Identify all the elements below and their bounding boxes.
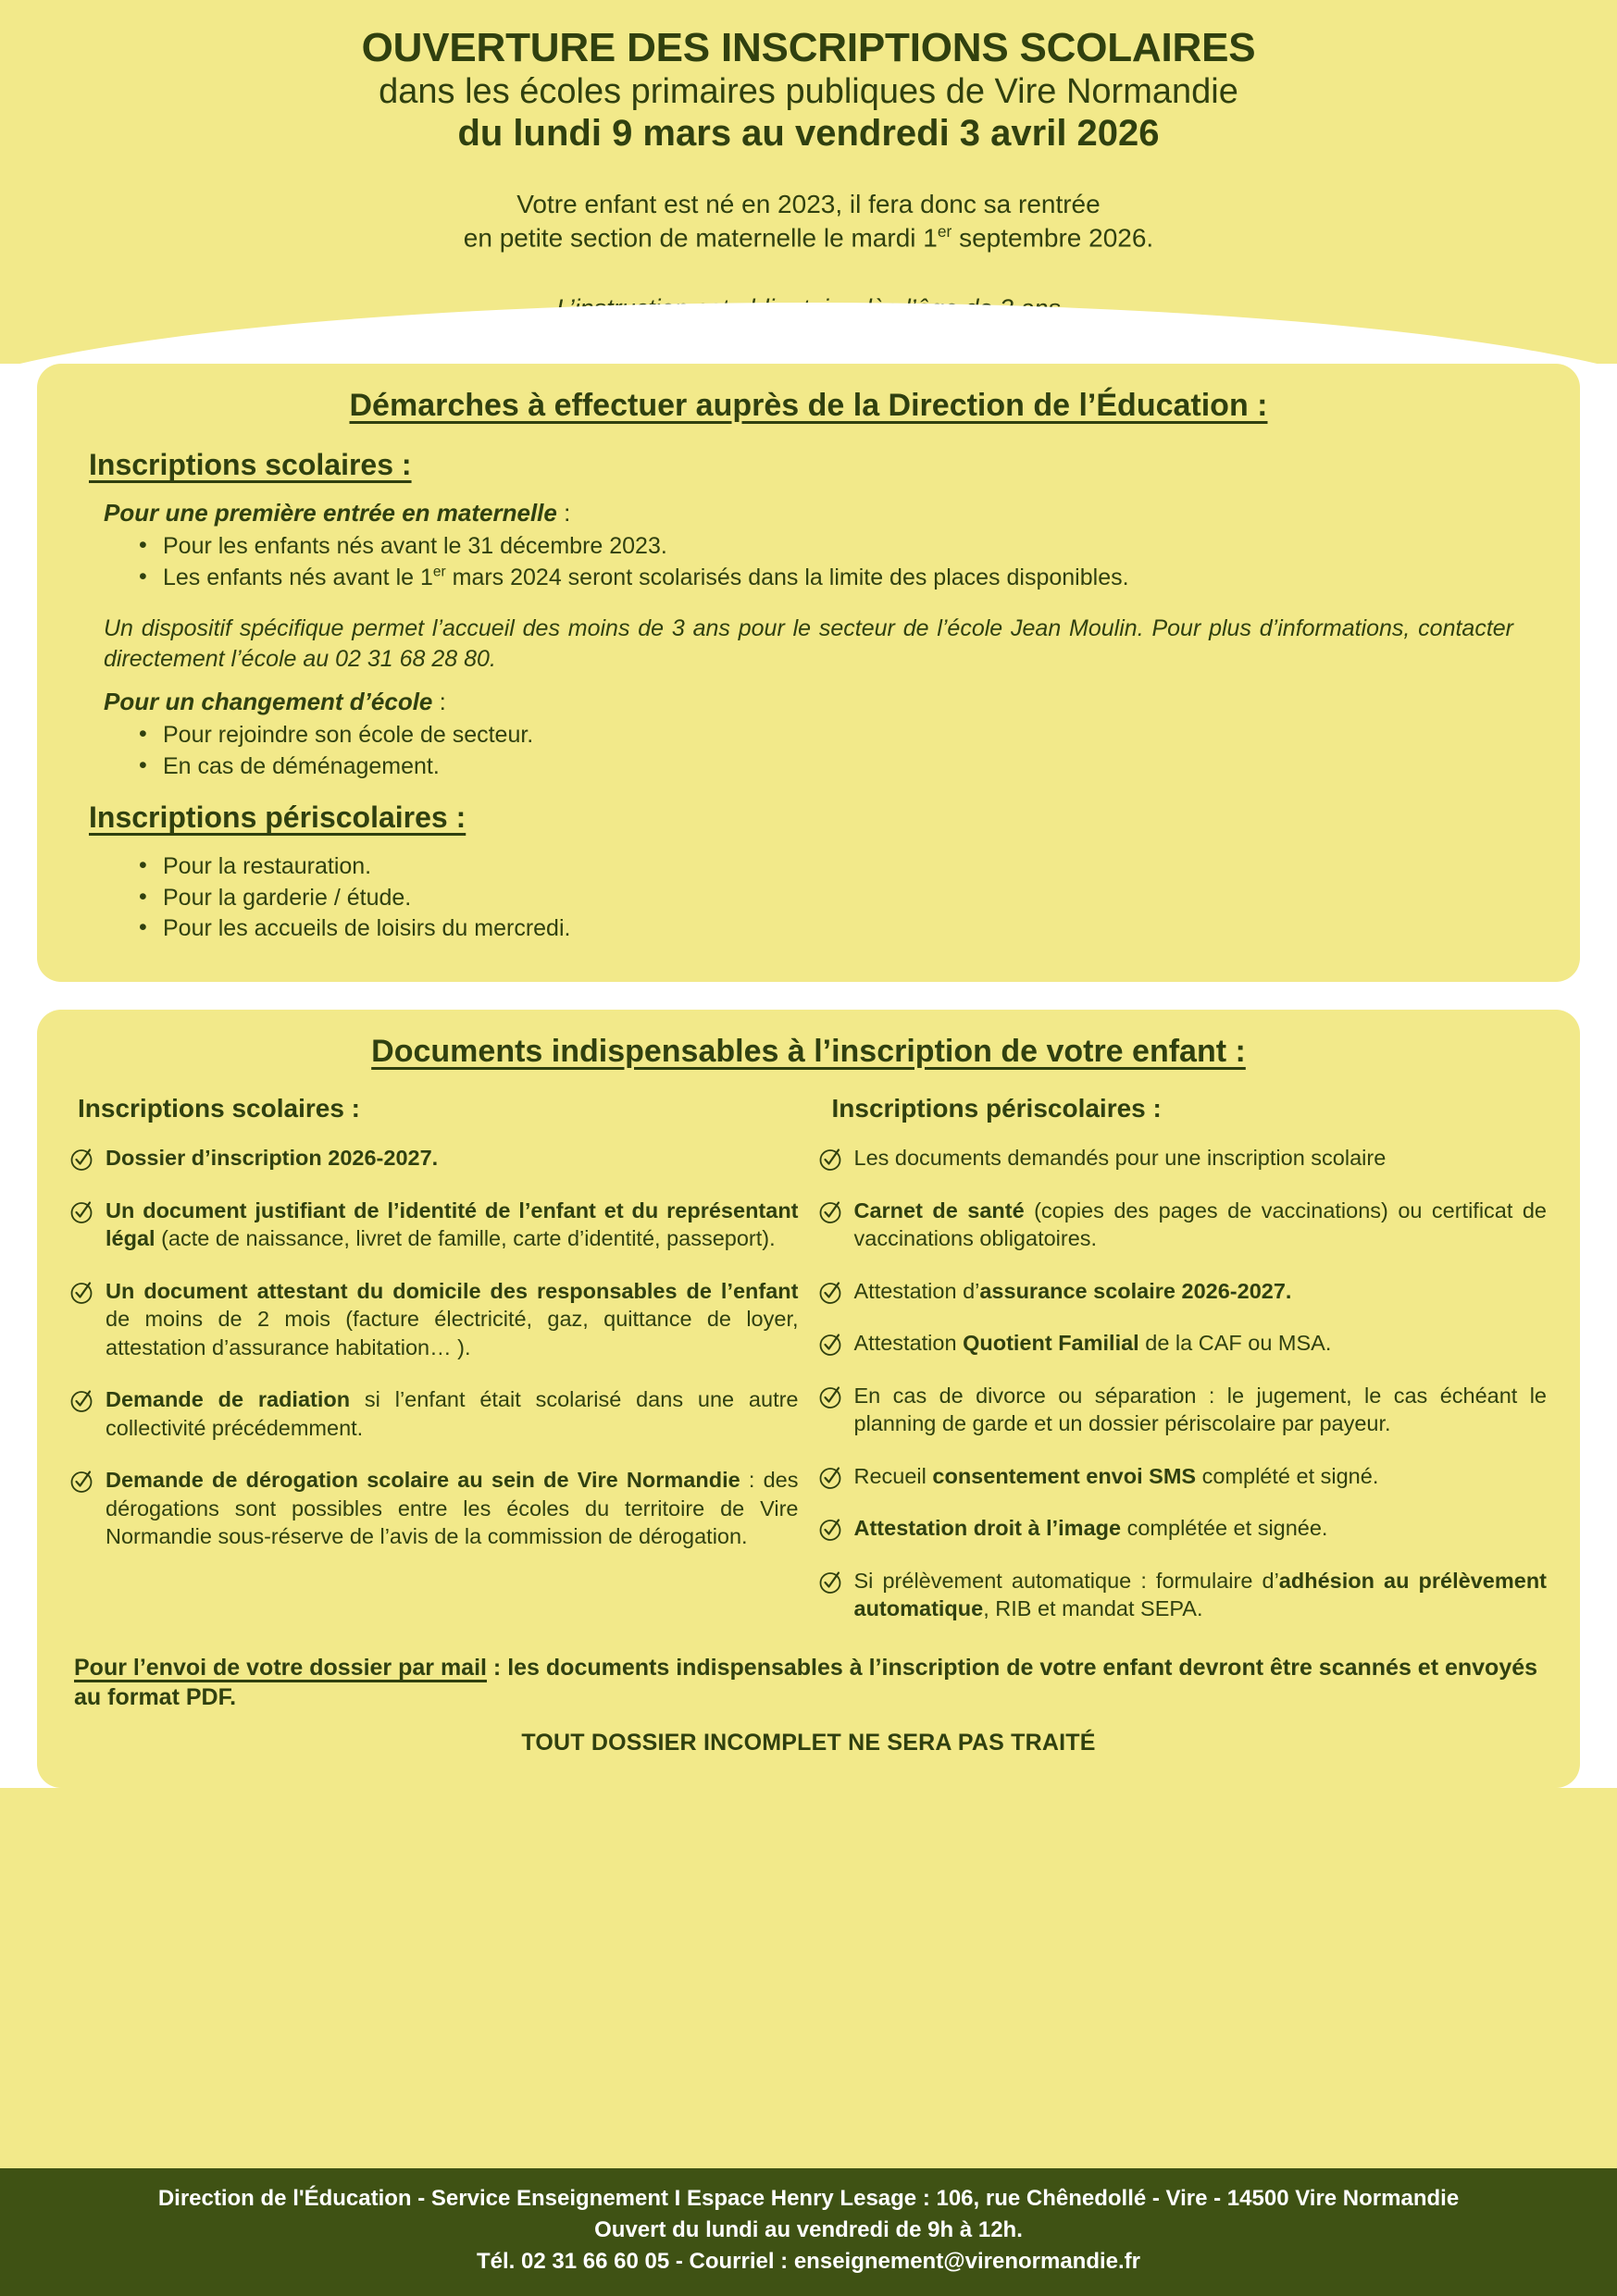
checklist-item-text bbox=[854, 1462, 1548, 1491]
list-item: • Pour les accueils de loisirs du mercredi. bbox=[159, 913, 1547, 945]
checklist-text-rest: , RIB et mandat SEPA. bbox=[983, 1596, 1203, 1621]
mail-note-rest: : les documents indispensables à l’inscription de votre enfant devront être scannés et envoyés au format PDF. bbox=[74, 1654, 1538, 1711]
card-documents-title: Documents indispensables à l’inscription de votre enfant : bbox=[371, 1033, 1246, 1069]
checklist-scolaires bbox=[70, 1144, 799, 1551]
checklist-item bbox=[70, 1144, 799, 1173]
checklist-text-emphasis: Un document justifiant de l’identité de l’enfant et du représentant légal bbox=[106, 1198, 799, 1251]
checklist-item-text bbox=[854, 1382, 1548, 1438]
section-inscriptions-periscolaires: Inscriptions périscolaires : bbox=[89, 800, 466, 835]
checklist-item-text bbox=[854, 1514, 1548, 1543]
checklist-text-rest: (acte de naissance, livret de famille, carte d’identité, passeport). bbox=[155, 1226, 776, 1251]
ordinal-suffix: er bbox=[937, 222, 952, 242]
checklist-text-emphasis: assurance scolaire 2026-2027. bbox=[979, 1278, 1292, 1303]
checklist-text-emphasis: consentement envoi SMS bbox=[932, 1463, 1197, 1488]
mail-note-underlined: Pour l’envoi de votre dossier par mail bbox=[74, 1654, 487, 1681]
circled-check-icon bbox=[819, 1281, 843, 1305]
checklist-text-prefix: Attestation bbox=[853, 1331, 964, 1356]
checklist-text-rest: si l’enfant était scolarisé dans une autre collectivité précédemment. bbox=[106, 1387, 799, 1440]
checklist-item-text bbox=[106, 1466, 799, 1551]
intro-line-2-after: septembre 2026. bbox=[952, 223, 1154, 253]
checklist-item bbox=[819, 1277, 1548, 1306]
checklist-text-emphasis: Carnet de santé bbox=[853, 1198, 1025, 1222]
mail-submission-note bbox=[74, 1653, 1543, 1713]
card-documents bbox=[37, 1010, 1580, 1788]
checklist-text-emphasis: Demande de radiation bbox=[106, 1387, 351, 1412]
circled-check-icon bbox=[819, 1385, 843, 1409]
checklist-text-emphasis: Dossier d’inscription 2026-2027. bbox=[106, 1145, 439, 1170]
registration-dates: du lundi 9 mars au vendredi 3 avril 2026 bbox=[457, 113, 1160, 155]
checklist-text-rest: de moins de 2 mois (facture électricité, gaz, quittance de loyer, attestation d’assurance habitation… ). bbox=[106, 1307, 799, 1359]
checklist-item bbox=[819, 1514, 1548, 1543]
checklist-text-rest: : des dérogations sont possibles entre les écoles du territoire de Vire Normandie sous-réserve de l’avis de la commission de dérogation. bbox=[106, 1468, 799, 1549]
page-title: OUVERTURE DES INSCRIPTIONS SCOLAIRES bbox=[361, 25, 1256, 70]
circled-check-icon bbox=[70, 1389, 94, 1413]
subsection-premiere-entree-label: Pour une première entrée en maternelle bbox=[104, 499, 557, 527]
checklist-item bbox=[70, 1466, 799, 1551]
checklist-item bbox=[819, 1462, 1548, 1491]
subsection-changement-ecole bbox=[104, 688, 1547, 716]
section-inscriptions-scolaires: Inscriptions scolaires : bbox=[89, 448, 412, 482]
subsection-premiere-entree-colon: : bbox=[556, 499, 571, 527]
checklist-item-text bbox=[854, 1277, 1548, 1306]
column-left-heading: Inscriptions scolaires : bbox=[78, 1093, 360, 1123]
circled-check-icon bbox=[819, 1466, 843, 1490]
intro-birth-year bbox=[0, 188, 1617, 255]
checklist-item bbox=[819, 1197, 1548, 1253]
list-changement-ecole bbox=[70, 720, 1547, 782]
checklist-periscolaires bbox=[819, 1144, 1548, 1623]
page-body bbox=[0, 364, 1617, 1788]
circled-check-icon bbox=[819, 1148, 843, 1172]
checklist-item bbox=[70, 1385, 799, 1442]
list-item: • Pour la restauration. bbox=[159, 851, 1547, 883]
circled-check-icon bbox=[819, 1200, 843, 1224]
checklist-text-prefix: Attestation d’ bbox=[853, 1278, 980, 1303]
card-demarches-title: Démarches à effectuer auprès de la Direction de l’Éducation : bbox=[349, 388, 1268, 424]
list-periscolaires bbox=[70, 851, 1547, 945]
checklist-item bbox=[70, 1277, 799, 1362]
checklist-item-text bbox=[106, 1385, 799, 1442]
checklist-text-emphasis: Quotient Familial bbox=[963, 1331, 1139, 1356]
circled-check-icon bbox=[70, 1148, 94, 1172]
checklist-item bbox=[70, 1197, 799, 1253]
checklist-text-prefix: Les documents demandés pour une inscription scolaire bbox=[853, 1145, 1387, 1170]
circled-check-icon bbox=[819, 1570, 843, 1595]
footer-hours: Ouvert du lundi au vendredi de 9h à 12h. bbox=[594, 2216, 1023, 2242]
circled-check-icon bbox=[70, 1470, 94, 1494]
checklist-text-rest: (copies des pages de vaccinations) ou certificat de vaccinations obligatoires. bbox=[853, 1198, 1547, 1251]
checklist-item bbox=[819, 1144, 1548, 1173]
checklist-text-emphasis: Demande de dérogation scolaire au sein de Vire Normandie bbox=[106, 1468, 740, 1493]
bullet-text-before: Les enfants nés avant le 1 bbox=[163, 564, 433, 590]
checklist-item bbox=[819, 1329, 1548, 1358]
checklist-item-text bbox=[854, 1144, 1548, 1173]
footer-address: Direction de l'Éducation - Service Enseignement I Espace Henry Lesage : 106, rue Chênedollé - Vire - 14500 Vire Normandie bbox=[157, 2185, 1460, 2211]
checklist-text-prefix: En cas de divorce ou séparation : le jugement, le cas échéant le planning de garde et un dossier périscolaire par payeur. bbox=[853, 1383, 1547, 1436]
subsection-premiere-entree bbox=[104, 499, 1547, 527]
checklist-item-text bbox=[106, 1277, 799, 1362]
list-item: • En cas de déménagement. bbox=[159, 751, 1547, 783]
list-item bbox=[159, 563, 1547, 594]
column-right-heading: Inscriptions périscolaires : bbox=[831, 1093, 1162, 1123]
checklist-text-rest: de la CAF ou MSA. bbox=[1138, 1331, 1332, 1356]
checklist-text-emphasis: Un document attestant du domicile des responsables de l’enfant bbox=[106, 1278, 799, 1303]
circled-check-icon bbox=[819, 1518, 843, 1542]
checklist-item-text bbox=[854, 1197, 1548, 1253]
checklist-text-emphasis: adhésion au prélèvement automatique bbox=[853, 1568, 1548, 1621]
poster-header bbox=[0, 0, 1617, 364]
checklist-item-text bbox=[106, 1144, 799, 1173]
checklist-item bbox=[819, 1382, 1548, 1438]
intro-line-2-before: en petite section de maternelle le mardi 1 bbox=[463, 223, 938, 253]
list-item: • Pour les enfants nés avant le 31 décembre 2023. bbox=[159, 531, 1547, 563]
poster-footer bbox=[0, 2168, 1617, 2296]
footer-contact: Tél. 02 31 66 60 05 - Courriel : enseignement@virenormandie.fr bbox=[477, 2248, 1140, 2274]
page-subtitle: dans les écoles primaires publiques de Vire Normandie bbox=[379, 71, 1238, 111]
list-item: • Pour rejoindre son école de secteur. bbox=[159, 720, 1547, 751]
circled-check-icon bbox=[819, 1333, 843, 1357]
list-premiere-entree bbox=[70, 531, 1547, 593]
column-inscriptions-periscolaires bbox=[819, 1094, 1548, 1647]
checklist-item-text bbox=[854, 1329, 1548, 1358]
checklist-text-prefix: Si prélèvement automatique : formulaire d’ bbox=[853, 1568, 1279, 1593]
note-dispositif-specifique: Un dispositif spécifique permet l’accueil des moins de 3 ans pour le secteur de l’école Jean Moulin. Pour plus d’informations, contacter directement l’école au 02 31 68 28 80. bbox=[104, 615, 1513, 673]
documents-columns bbox=[70, 1094, 1547, 1647]
list-item: • Pour la garderie / étude. bbox=[159, 883, 1547, 914]
checklist-text-emphasis: Attestation droit à l’image bbox=[853, 1516, 1122, 1541]
checklist-item bbox=[819, 1567, 1548, 1623]
subsection-changement-ecole-colon: : bbox=[432, 688, 446, 716]
ordinal-suffix: er bbox=[432, 564, 446, 580]
checklist-item-text bbox=[854, 1567, 1548, 1623]
checklist-item-text bbox=[106, 1197, 799, 1253]
column-inscriptions-scolaires bbox=[70, 1094, 799, 1647]
circled-check-icon bbox=[70, 1281, 94, 1305]
card-demarches bbox=[37, 364, 1580, 982]
intro-line-1: Votre enfant est né en 2023, il fera donc sa rentrée bbox=[516, 189, 1101, 218]
checklist-text-rest: complétée et signée. bbox=[1121, 1516, 1328, 1541]
circled-check-icon bbox=[70, 1200, 94, 1224]
checklist-text-rest: complété et signé. bbox=[1196, 1463, 1379, 1488]
subsection-changement-ecole-label: Pour un changement d’école bbox=[104, 688, 433, 716]
bullet-text-after: mars 2024 seront scolarisés dans la limite des places disponibles. bbox=[445, 564, 1129, 590]
incomplete-file-warning: TOUT DOSSIER INCOMPLET NE SERA PAS TRAITÉ bbox=[521, 1729, 1096, 1756]
checklist-text-prefix: Recueil bbox=[853, 1463, 933, 1488]
